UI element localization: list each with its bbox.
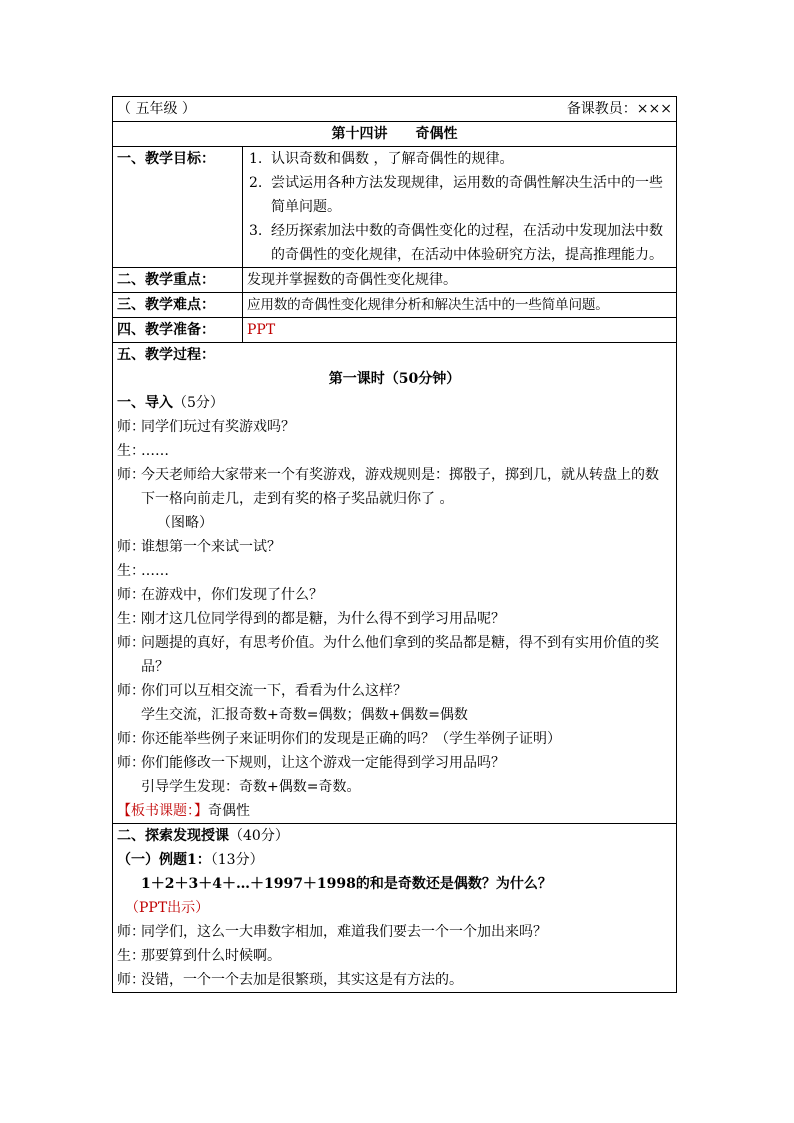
ppt-note: （PPT出示） [125,900,210,916]
difficulty-row [113,293,677,318]
dialogue-line [117,631,672,679]
board-text: 奇偶性 [208,803,250,819]
speaker: 生： [117,563,145,579]
dialogue-line [117,463,672,511]
example-heading [117,848,672,872]
speaker: 生： [117,948,145,964]
example-head: （一）例题1： [117,852,211,868]
board-label: 【板书课题：】 [117,803,208,819]
lesson-plan-table [112,96,677,993]
dialogue-line [117,727,672,751]
goals-row [113,147,677,268]
lesson-period-title: 第一课时（50分钟） [328,371,461,387]
difficulty-text: 应用数的奇偶性变化规律分析和解决生活中的一些简单问题。 [243,293,677,318]
goal-text: 尝试运用各种方法发现规律，运用数的奇偶性解决生活中的一些简单问题。 [271,175,663,215]
speaker: 师： [117,419,145,435]
utterance: 问题提的真好，有思考价值。为什么他们拿到的奖品都是糖，得不到有实用价值的奖品？ [141,635,659,675]
utterance: 没错，一个一个去加是很繁琐，其实这是有方法的。 [141,972,463,988]
key-point-row [113,268,677,293]
header-row [113,97,677,122]
goal-number: 1. [249,151,263,167]
goal-number: 2. [249,175,263,191]
dialogue-line [117,415,672,439]
speaker: 师： [117,972,145,988]
speaker: 师： [117,635,145,651]
title-row [113,122,677,147]
speaker: 生： [117,611,145,627]
utterance: 那要算到什么时候啊。 [141,948,281,964]
process-content [113,343,677,824]
utterance: 你还能举些例子来证明你们的发现是正确的吗？（学生举例子证明） [141,731,561,747]
speaker: 师： [117,467,145,483]
speaker: 师： [117,539,145,555]
key-point-label: 二、教学重点： [113,268,243,293]
goal-text: 经历探索加法中数的奇偶性变化的过程，在活动中发现加法中数的奇偶性的变化规律，在活动中体验研究方法，提高推理能力。 [271,223,663,263]
dialogue-line [117,751,672,775]
explore-heading [117,824,672,848]
utterance: 在游戏中，你们发现了什么？ [141,587,323,603]
key-point-text: 发现并掌握数的奇偶性变化规律。 [243,268,677,293]
teacher-label: 备课教员：××× [566,101,673,117]
difficulty-label: 三、教学难点： [113,293,243,318]
intro-time: （5分） [173,395,224,411]
dialogue-line [117,679,672,703]
lesson-plan-page [112,96,676,993]
utterance: …… [141,443,169,459]
explore-content [113,824,677,993]
goals-label: 一、教学目标： [113,147,243,268]
goals-content [243,147,677,268]
explore-row [113,824,677,993]
example-question: 1＋2＋3＋4＋…＋1997＋1998的和是奇数还是偶数？为什么？ [141,876,552,892]
goal-item [247,219,672,267]
prep-label: 四、教学准备： [113,318,243,343]
intro-head: 一、导入 [117,395,173,411]
utterance: 同学们，这么一大串数字相加，难道我们要去一个一个加出来吗？ [141,924,547,940]
speaker: 生： [117,443,145,459]
goal-item [247,147,672,171]
dialogue-line [117,968,672,992]
speaker: 师： [117,731,145,747]
dialogue-line [117,439,672,463]
grade-label: （ 五年级 ） [117,101,196,117]
guide-line: 引导学生发现：奇数+偶数=奇数。 [141,779,361,795]
dialogue-line [117,583,672,607]
example-time: （13分） [210,852,264,868]
utterance: 你们能修改一下规则，让这个游戏一定能得到学习用品吗？ [141,755,505,771]
utterance: 你们可以互相交流一下，看看为什么这样？ [141,683,407,699]
utterance: …… [141,563,169,579]
process-row [113,343,677,824]
figure-note: （图略） [157,515,213,531]
dialogue-line [117,535,672,559]
dialogue-line [117,607,672,631]
prep-row [113,318,677,343]
goal-text: 认识奇数和偶数 ，了解奇偶性的规律。 [271,151,514,167]
speaker: 师： [117,755,145,771]
dialogue-line [117,944,672,968]
speaker: 师： [117,683,145,699]
goal-item [247,171,672,219]
student-exchange: 学生交流，汇报奇数+奇数=偶数；偶数+偶数=偶数 [141,707,468,723]
goals-list [247,147,672,267]
intro-heading [117,391,672,415]
process-label: 五、教学过程： [117,347,215,363]
dialogue-line [117,559,672,583]
dialogue-line [117,920,672,944]
lesson-title: 第十四讲 奇偶性 [113,122,677,147]
utterance: 同学们玩过有奖游戏吗？ [141,419,295,435]
speaker: 师： [117,924,145,940]
utterance: 刚才这几位同学得到的都是糖，为什么得不到学习用品呢？ [141,611,505,627]
goal-number: 3. [249,223,263,239]
utterance: 今天老师给大家带来一个有奖游戏，游戏规则是：掷骰子，掷到几，就从转盘上的数下一格向前走几，走到有奖的格子奖品就归你了 。 [141,467,659,507]
board-topic [117,799,672,823]
utterance: 谁想第一个来试一试？ [141,539,281,555]
speaker: 师： [117,587,145,603]
prep-text: PPT [243,318,677,343]
explore-head: 二、探索发现授课 [117,828,229,844]
explore-time: （40分） [229,828,289,844]
